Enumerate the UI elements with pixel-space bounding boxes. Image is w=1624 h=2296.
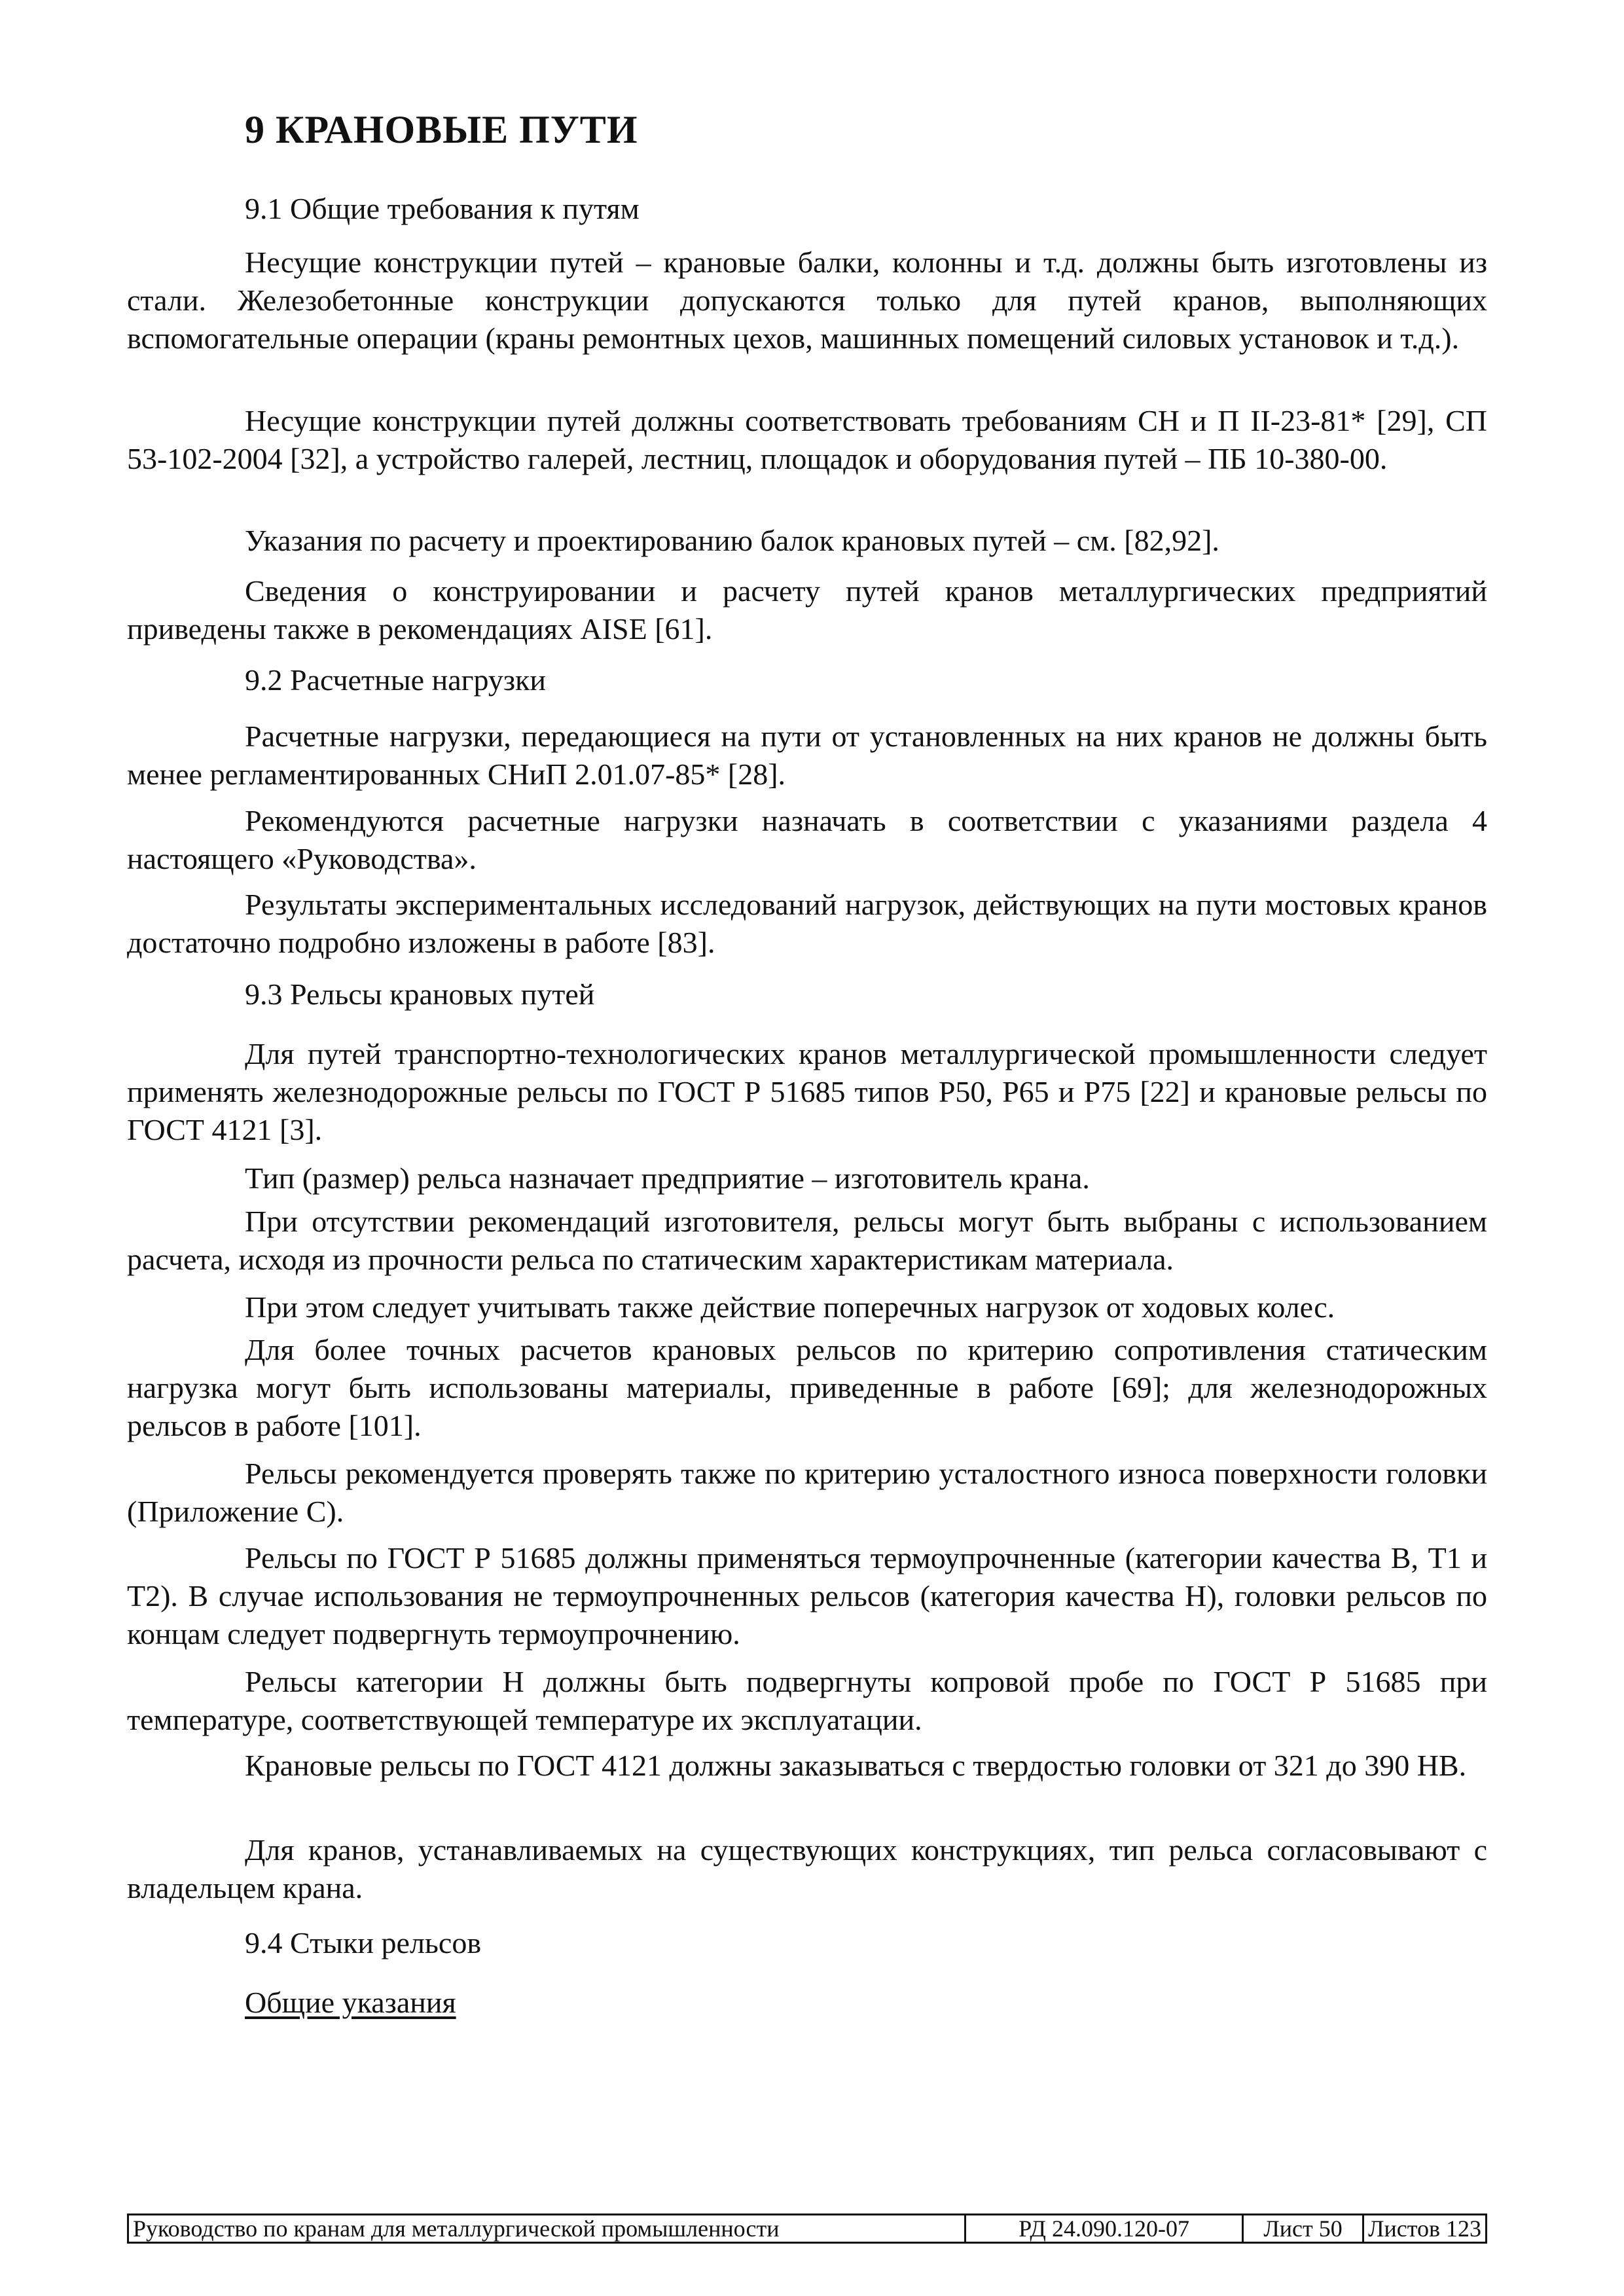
paragraph-4: Сведения о конструировании и расчету путей кранов металлургических предприятий приведены также в рекомендациях AISE [61]. bbox=[127, 574, 1487, 646]
paragraph-11: При этом следует учитывать также действие поперечных нагрузок от ходовых колес. bbox=[245, 1290, 1335, 1324]
general-notes-heading: Общие указания bbox=[245, 1986, 456, 2019]
footer-sheet-total: Листов 123 bbox=[1368, 2215, 1481, 2242]
paragraph-14: Рельсы по ГОСТ Р 51685 должны применяться термоупрочненные (категории качества В, Т1 и Т2). В случае использования не термоупрочненных рельсов (категория качества Н), головки рельсов по концам следует подвергнуть термоупрочнению. bbox=[127, 1541, 1487, 1650]
footer-document-code: РД 24.090.120-07 bbox=[966, 2215, 1244, 2242]
paragraph-13: Рельсы рекомендуется проверять также по критерию усталостного износа поверхности головки (Приложение С). bbox=[127, 1457, 1487, 1528]
footer-document-title: Руководство по кранам для металлургической промышленности bbox=[129, 2215, 966, 2242]
paragraph-2: Несущие конструкции путей должны соответствовать требованиям СН и П II-23-81* [29], СП 53-102-2004 [32], а устройство галерей, лестниц, площадок и оборудования путей – ПБ 10-380-00. bbox=[127, 404, 1487, 475]
section-9-3-title: 9.3 Рельсы крановых путей bbox=[245, 977, 595, 1011]
title-block bbox=[127, 2214, 1487, 2244]
paragraph-12: Для более точных расчетов крановых рельсов по критерию сопротивления статическим нагрузка могут быть использованы материалы, приведенные в работе [69]; для железнодорожных рельсов в работе [101]. bbox=[127, 1333, 1487, 1442]
section-9-4-title: 9.4 Стыки рельсов bbox=[245, 1926, 482, 1959]
paragraph-3: Указания по расчету и проектированию балок крановых путей – см. [82,92]. bbox=[245, 524, 1219, 557]
chapter-title: 9 КРАНОВЫЕ ПУТИ bbox=[245, 108, 638, 151]
paragraph-1: Несущие конструкции путей – крановые балки, колонны и т.д. должны быть изготовлены из стали. Железобетонные конструкции допускаются только для путей кранов, выполняющих вспомогательные операции (краны ремонтных цехов, машинных помещений силовых установок и т.д.). bbox=[127, 246, 1487, 355]
paragraph-9: Тип (размер) рельса назначает предприятие – изготовитель крана. bbox=[245, 1161, 1090, 1195]
footer-sheet-number: Лист 50 bbox=[1244, 2215, 1364, 2242]
paragraph-6: Рекомендуются расчетные нагрузки назначать в соответствии с указаниями раздела 4 настоящего «Руководства». bbox=[127, 804, 1487, 875]
section-9-2-title: 9.2 Расчетные нагрузки bbox=[245, 663, 547, 697]
section-9-1-title: 9.1 Общие требования к путям bbox=[245, 192, 640, 225]
paragraph-10: При отсутствии рекомендаций изготовителя, рельсы могут быть выбраны с использованием расчета, исходя из прочности рельса по статическим характеристикам материала. bbox=[127, 1205, 1487, 1276]
paragraph-8: Для путей транспортно-технологических кранов металлургической промышленности следует применять железнодорожные рельсы по ГОСТ Р 51685 типов Р50, Р65 и Р75 [22] и крановые рельсы по ГОСТ 4121 [3]. bbox=[127, 1037, 1487, 1146]
paragraph-15: Рельсы категории Н должны быть подвергнуты копровой пробе по ГОСТ Р 51685 при температуре, соответствующей температуре их эксплуатации. bbox=[127, 1665, 1487, 1736]
paragraph-17: Для кранов, устанавливаемых на существующих конструкциях, тип рельса согласовывают с владельцем крана. bbox=[127, 1833, 1487, 1904]
paragraph-16: Крановые рельсы по ГОСТ 4121 должны заказываться с твердостью головки от 321 до 390 НВ. bbox=[245, 1749, 1467, 1782]
paragraph-5: Расчетные нагрузки, передающиеся на пути от установленных на них кранов не должны быть менее регламентированных СНиП 2.01.07-85* [28]. bbox=[127, 720, 1487, 791]
paragraph-7: Результаты экспериментальных исследований нагрузок, действующих на пути мостовых кранов достаточно подробно изложены в работе [83]. bbox=[127, 888, 1487, 959]
